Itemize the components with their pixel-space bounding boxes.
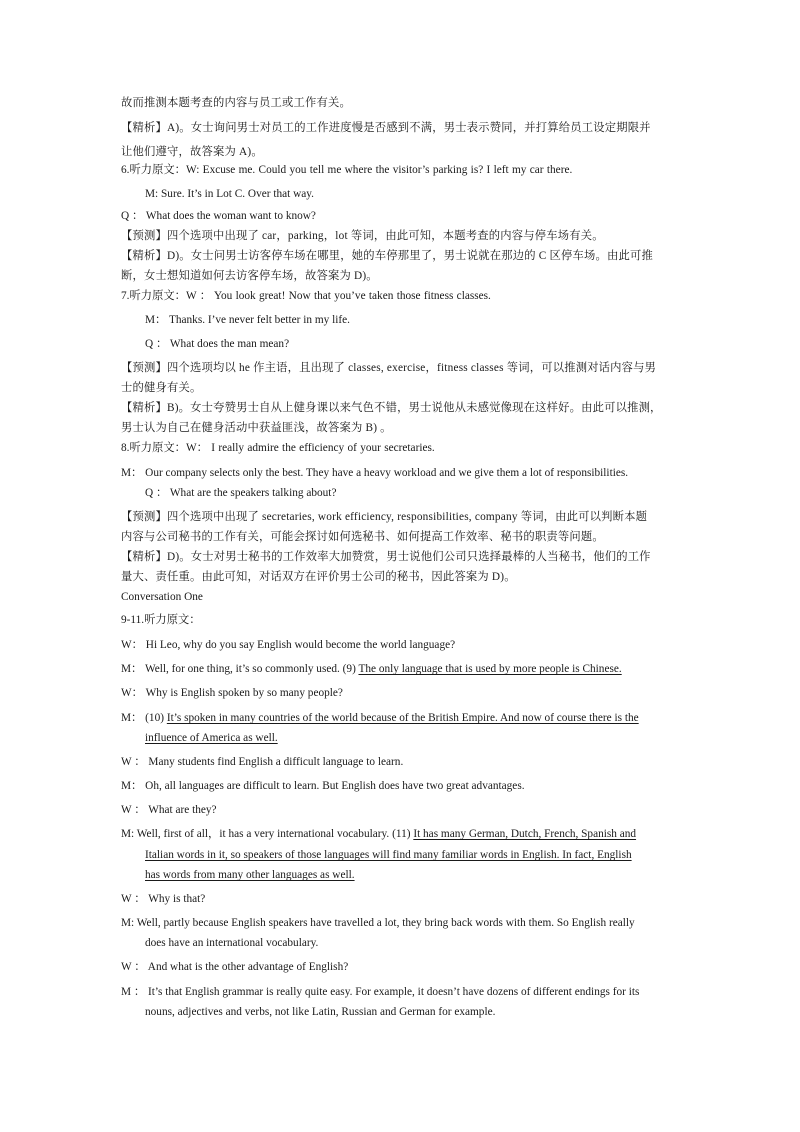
transcript-line: W： Why is English spoken by so many people? [121,687,343,699]
transcript-line [121,711,639,725]
transcript-line: M： Our company selects only the best. They have a heavy workload and we give them a lot of responsibilities. [121,467,629,479]
analysis-line: 量大、责任重。由此可知，对话双方在评价男士公司的秘书，因此答案为 D)。 [121,571,516,583]
transcript-text: M： Well, for one thing, it’s so commonly used. (9) [121,663,359,675]
underlined-answer-10-cont: influence of America as well. [145,732,278,744]
prediction-line: 【预测】四个选项中出现了 secretaries, work efficiency, responsibilities, company 等词，由此可以判断本题 [121,511,648,523]
prediction-line: 【预测】四个选项中出现了 car，parking，lot 等词，由此可知，本题考查的内容与停车场有关。 [121,230,604,242]
transcript-line [145,731,278,745]
prediction-line: 内容与公司秘书的工作有关，可能会探讨如何选秘书、如何提高工作效率、秘书的职责等问题。 [121,531,604,543]
transcript-line: M： Thanks. I’ve never felt better in my life. [145,314,350,326]
analysis-line: 故而推测本题考查的内容与员工或工作有关。 [121,97,351,109]
transcript-line: 7.听力原文：W ： You look great! Now that you’ve taken those fitness classes. [121,290,491,302]
question-line: Q ： What does the woman want to know? [121,210,316,222]
analysis-line: 让他们遵守，故答案为 A)。 [121,146,263,158]
section-heading: Conversation One [121,591,203,603]
transcript-heading: 9-11.听力原文： [121,614,201,626]
transcript-line: M: Well, partly because English speakers have travelled a lot, they bring back words with them. So English really [121,917,635,929]
transcript-line: W ： What are they? [121,804,217,816]
prediction-line: 士的健身有关。 [121,382,202,394]
transcript-line: M ： It’s that English grammar is really quite easy. For example, it doesn’t have dozens of different endings for its [121,986,640,998]
analysis-line: 【精析】D)。女士问男士访客停车场在哪里，她的车停那里了，男士说就在那边的 C 区停车场。由此可推 [121,250,653,262]
transcript-line: 8.听力原文：W： I really admire the efficiency of your secretaries. [121,442,435,454]
question-line: Q ： What does the man mean? [145,338,290,350]
analysis-line: 断，女士想知道如何去访客停车场，故答案为 D)。 [121,270,378,282]
analysis-line: 【精析】A)。女士询问男士对员工的工作进度慢是否感到不满，男士表示赞同，并打算给员工设定期限并 [121,122,651,134]
transcript-line [145,848,632,862]
prediction-line: 【预测】四个选项均以 he 作主语，且出现了 classes, exercise，fitness classes 等词，可以推测对话内容与男 [121,362,657,374]
underlined-answer-11: It has many German, Dutch, French, Spanish and [413,828,637,840]
transcript-line [121,662,622,676]
underlined-answer-11-cont: has words from many other languages as well. [145,869,355,881]
transcript-line: does have an international vocabulary. [145,937,319,949]
analysis-line: 【精析】D)。女士对男士秘书的工作效率大加赞赏，男士说他们公司只选择最棒的人当秘书，他们的工作 [121,551,651,563]
transcript-line [145,868,355,882]
underlined-answer-9: The only language that is used by more people is Chinese. [358,663,622,675]
transcript-line: W： Hi Leo, why do you say English would become the world language? [121,639,456,651]
transcript-line: W ： And what is the other advantage of English? [121,961,349,973]
transcript-line: W ： Why is that? [121,893,206,905]
underlined-answer-11-cont: Italian words in it, so speakers of those languages will find many familiar words in English. In fact, English [145,849,632,861]
transcript-text: M： (10) [121,712,167,724]
transcript-line: 6.听力原文：W: Excuse me. Could you tell me where the visitor’s parking is? I left my car there. [121,164,573,176]
transcript-line [121,827,636,841]
analysis-line: 【精析】B)。女士夸赞男士自从上健身课以来气色不错，男士说他从未感觉像现在这样好。由此可以推测， [121,402,662,414]
underlined-answer-10: It’s spoken in many countries of the world because of the British Empire. And now of course there is the [166,712,639,724]
transcript-line: M： Oh, all languages are difficult to learn. But English does have two great advantages. [121,780,525,792]
question-line: Q ： What are the speakers talking about? [145,487,337,499]
transcript-line: nouns, adjectives and verbs, not like Latin, Russian and German for example. [145,1006,496,1018]
transcript-text: M: Well, first of all，it has a very international vocabulary. (11) [121,828,414,840]
transcript-line: W ： Many students find English a difficult language to learn. [121,756,404,768]
transcript-line: M: Sure. It’s in Lot C. Over that way. [145,188,315,200]
analysis-line: 男士认为自己在健身活动中获益匪浅，故答案为 B) 。 [121,422,392,434]
